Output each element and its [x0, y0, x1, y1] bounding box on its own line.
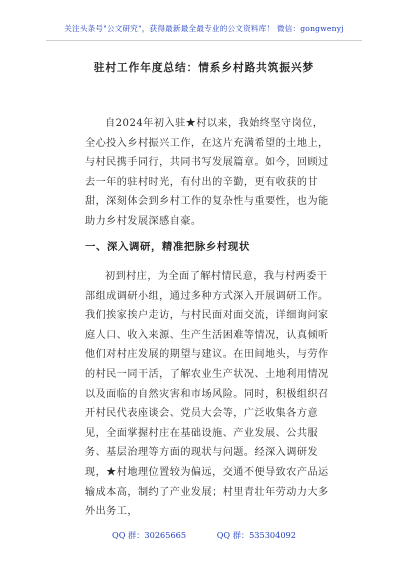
footer-qq-group-1: QQ 群：30265665	[112, 530, 187, 540]
header-divider	[46, 40, 362, 41]
section-body-paragraph: 初到村庄，为全面了解村情民意，我与村两委干部组成调研小组，通过多种方式深入开展调研工作。我们挨家挨户走访，与村民面对面交流，详细询问家庭人口、收入来源、生产生活困难等情况，认真倾听他们对村庄发展的期望与建议。在田间地头，与劳作的村民一同干活，了解农业生产状况、土地利用情况以及面临的自然灾害和市场风险。同时，积极组织召开村民代表座谈会、党员大会等，广泛收集各方意见，全面掌握村庄在基础设施、产业发展、公共服务、基层治理等方面的现状与问题。经深入调研发现，★村地理位置较为偏远，交通不便导致农产品运输成本高，制约了产业发展；村里青壮年劳动力大多外出务工，	[85, 271, 329, 518]
section-heading: 一、深入调研，精准把脉乡村现状	[85, 241, 250, 253]
footer-qq-groups	[0, 530, 408, 541]
footer-qq-group-2: QQ 群：535304092	[216, 530, 296, 540]
intro-paragraph: 自2024年初入驻★村以来，我始终坚守岗位，全心投入乡村振兴工作，在这片充满希望的土地上，与村民携手同行，共同书写发展篇章。如今，回顾过去一年的驻村时光，有付出的辛勤，更有收获的甘甜，深刻体会到乡村工作的复杂性与重要性，也为能助力乡村发展深感自豪。	[85, 118, 329, 227]
document-title: 驻村工作年度总结：情系乡村路共筑振兴梦	[93, 62, 315, 74]
header-note: 关注头条号"公文研究"，获得最新最全最专业的公文资料库！ 微信：gongwenyj	[64, 24, 344, 33]
